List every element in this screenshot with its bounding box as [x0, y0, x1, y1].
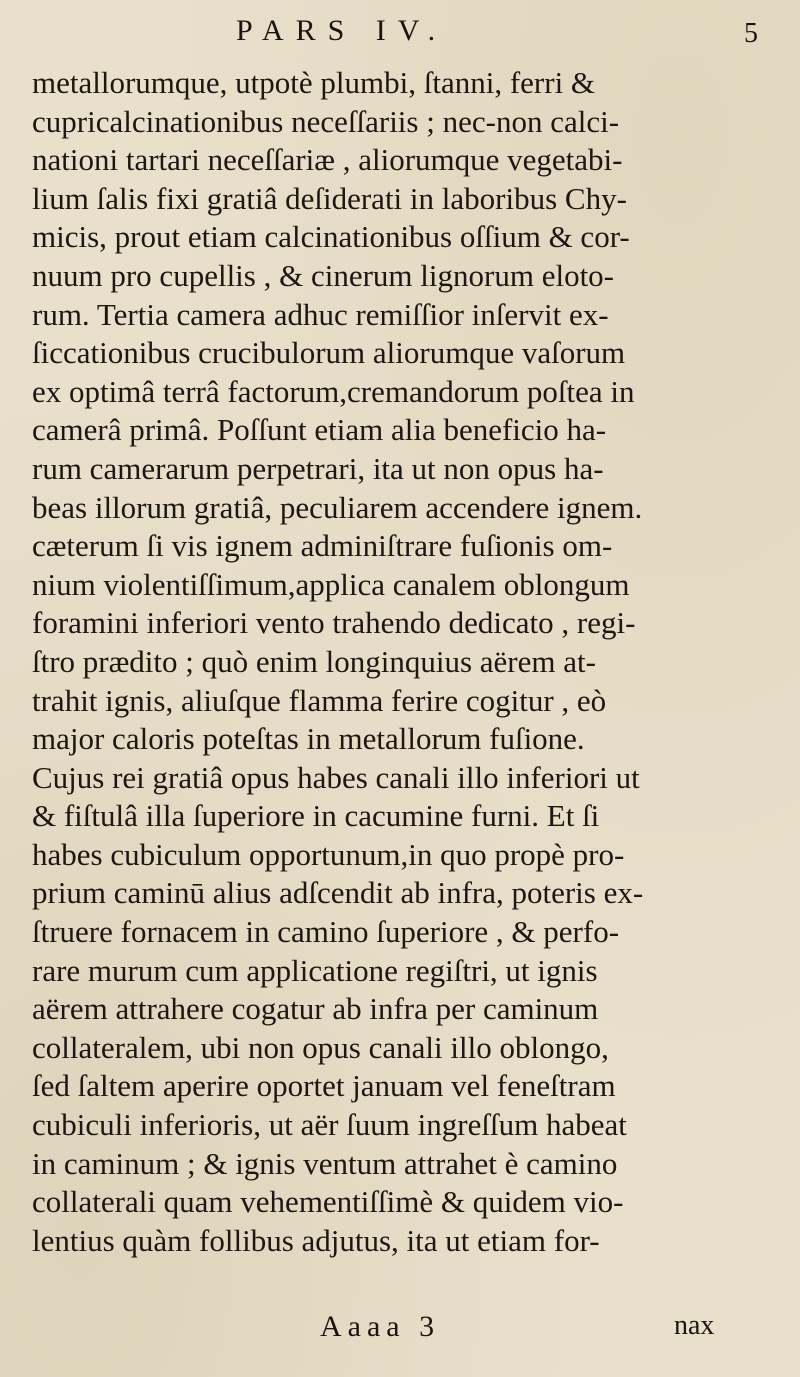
text-line: nuum pro cupellis , & cinerum lignorum eloto-	[32, 257, 615, 293]
text-line: nium violentiſſimum,applica canalem oblongum	[32, 566, 630, 602]
text-line: trahit ignis, aliuſque flamma ferire cogitur , eò	[32, 682, 607, 718]
text-line: lentius quàm follibus adjutus, ita ut etiam for-	[32, 1222, 600, 1258]
text-line: major caloris poteſtas in metallorum fuſione.	[32, 721, 585, 757]
running-head: PARS IV.	[236, 14, 448, 47]
text-line: foramini inferiori vento trahendo dedicato , regi-	[32, 605, 636, 641]
text-line: cæterum ſi vis ignem adminiſtrare fuſionis om-	[32, 528, 613, 564]
text-line: cubiculi inferioris, ut aër ſuum ingreſſum habeat	[32, 1107, 627, 1143]
text-line: rum. Tertia camera adhuc remiſſior inſervit ex-	[32, 296, 609, 332]
text-line: ſed ſaltem aperire oportet januam vel feneſtram	[32, 1068, 616, 1104]
text-line: rare murum cum applicatione regiſtri, ut ignis	[32, 952, 598, 988]
text-line: collaterali quam vehementiſſimè & quidem vio-	[32, 1184, 624, 1220]
text-line: habes cubiculum opportunum,in quo propè pro-	[32, 836, 625, 872]
text-line: beas illorum gratiâ, peculiarem accendere ignem.	[32, 489, 643, 525]
signature-mark: Aaaa 3	[320, 1310, 441, 1343]
page-header	[0, 10, 800, 56]
text-line: aërem attrahere cogatur ab infra per caminum	[32, 991, 599, 1027]
text-line: cupricalcinationibus neceſſariis ; nec-non calci-	[32, 103, 620, 139]
text-line: camerâ primâ. Poſſunt etiam alia beneficio ha-	[32, 412, 607, 448]
text-line: in caminum ; & ignis ventum attrahet è camino	[32, 1145, 618, 1181]
body-text	[32, 64, 772, 1260]
text-line: collateralem, ubi non opus canali illo oblongo,	[32, 1029, 609, 1065]
text-line: nationi tartari neceſſariæ , aliorumque vegetabi-	[32, 142, 623, 178]
text-line: lium ſalis fixi gratiâ deſiderati in laboribus Chy-	[32, 180, 627, 216]
text-line: ſiccationibus crucibulorum aliorumque vaſorum	[32, 335, 626, 371]
text-line: ex optimâ terrâ factorum,cremandorum poſtea in	[32, 373, 635, 409]
text-line: metallorumque, utpotè plumbi, ſtanni, ferri &	[32, 65, 596, 100]
text-line: & fiſtulâ illa ſuperiore in cacumine furni. Et ſi	[32, 798, 600, 834]
text-line: ſtruere fornacem in camino ſuperiore , & perfo-	[32, 914, 620, 950]
page-footer	[0, 1310, 800, 1352]
text-line: prium caminū alius adſcendit ab infra, poteris ex-	[32, 875, 644, 911]
text-line: Cujus rei gratiâ opus habes canali illo inferiori ut	[32, 759, 640, 795]
text-line: rum camerarum perpetrari, ita ut non opus ha-	[32, 450, 604, 486]
text-line: micis, prout etiam calcinationibus oſſium & cor-	[32, 219, 630, 255]
text-line: ſtro prædito ; quò enim longinquius aërem at-	[32, 643, 596, 679]
catchword: nax	[674, 1310, 715, 1341]
page-number: 5	[744, 18, 758, 49]
